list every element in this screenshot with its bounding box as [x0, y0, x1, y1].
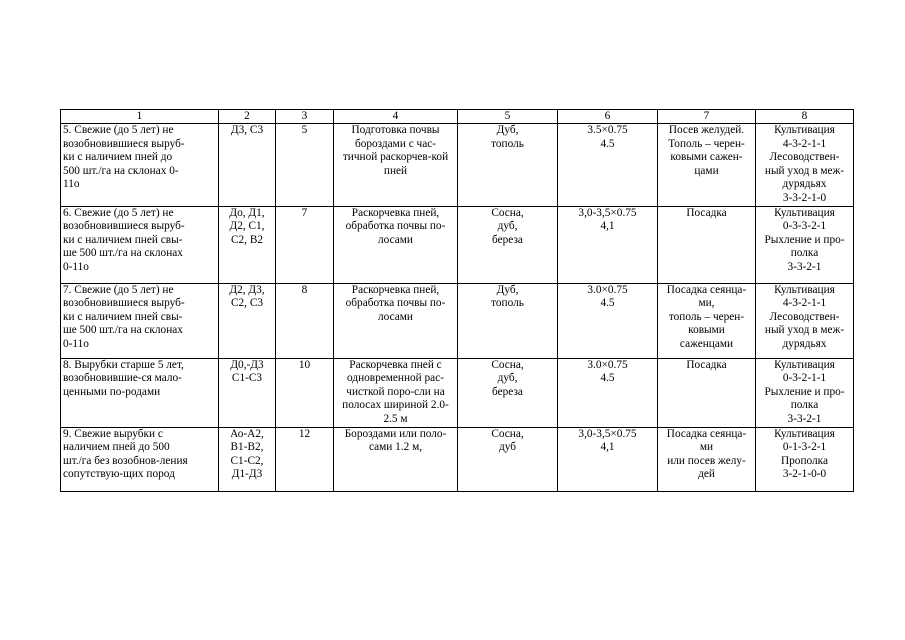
cell-line: Культивация — [774, 427, 835, 440]
cell-line: 9. Свежие вырубки с — [63, 427, 163, 440]
cell-line: дей — [698, 468, 715, 481]
cell-line: 4.5 — [600, 137, 615, 150]
cell-soil-preparation — [334, 283, 458, 358]
cell-line: ше 500 шт./га на склонах — [63, 247, 183, 260]
cell-line: дурядьях — [782, 337, 827, 350]
cell-placement-scheme — [558, 358, 658, 427]
cell-line: 5. Свежие (до 5 лет) не — [63, 124, 174, 136]
cell-line: ми — [699, 441, 714, 454]
cell-line: Д1-Д3 — [231, 468, 263, 481]
cell-line: 3-3-2-1-0 — [782, 191, 827, 204]
cell-line: возобновившиеся выруб- — [63, 297, 185, 310]
cell-line: Бороздами или поло- — [344, 427, 447, 440]
cell-line: полка — [790, 399, 819, 412]
cell-placement-scheme — [558, 124, 658, 207]
cell-line: пней — [383, 164, 408, 177]
cell-line: ный уход в меж- — [764, 324, 845, 337]
cell-placement-scheme — [558, 427, 658, 491]
cell-line: Культивация — [774, 124, 835, 136]
cell-line: Посадка сеянца- — [666, 427, 747, 440]
cell-line: обработка почвы по- — [345, 297, 446, 310]
table-row — [61, 358, 854, 427]
cell-placement-scheme — [558, 206, 658, 283]
cell-line: ценными по-родами — [63, 385, 161, 398]
cell-line: Д3, С3 — [230, 124, 264, 136]
cell-line: 5 — [301, 124, 308, 136]
cell-line: Рыхление и про- — [764, 385, 845, 398]
cell-line: Дуб, — [496, 124, 519, 136]
cell-soil-preparation — [334, 206, 458, 283]
cell-forest-type — [219, 124, 276, 207]
cell-line: дурядьях — [782, 178, 827, 191]
cell-line: сами 1.2 м, — [368, 441, 423, 454]
cell-line: 3,0-3,5×0.75 — [578, 206, 637, 219]
cell-soil-preparation — [334, 124, 458, 207]
cell-planting-method — [658, 283, 756, 358]
cell-line: Культивация — [774, 206, 835, 219]
cell-line: 2.5 м — [383, 412, 408, 425]
cell-line: наличием пней до 500 — [63, 441, 170, 454]
cell-line: С2, С3 — [230, 297, 263, 310]
cell-section-type — [61, 427, 219, 491]
cell-soil-preparation — [334, 427, 458, 491]
cell-line: С1-С3 — [231, 372, 263, 385]
cell-species — [458, 283, 558, 358]
cell-forest-type — [219, 427, 276, 491]
cell-line: 11о — [63, 178, 80, 191]
cell-line: Подготовка почвы — [351, 124, 440, 136]
table-body — [61, 110, 854, 492]
cell-line: Посадка — [686, 206, 727, 219]
cell-line: Д0,-Д3 — [230, 358, 264, 371]
cell-line: Посадка сеянца- — [666, 283, 747, 296]
cell-line: возобновившиеся выруб- — [63, 220, 185, 233]
cell-line: полка — [790, 247, 819, 260]
cell-line: 3.0×0.75 — [587, 358, 628, 371]
cell-line: возобновившие-ся мало- — [63, 372, 182, 385]
cell-species — [458, 206, 558, 283]
table-row — [61, 206, 854, 283]
cell-planting-method — [658, 427, 756, 491]
cell-line: 4-3-2-1-1 — [782, 297, 827, 310]
header-cell-7: 7 — [658, 110, 756, 124]
cell-line: Дуб, — [496, 283, 519, 296]
cell-line: саженцами — [679, 337, 734, 350]
cell-line: 6. Свежие (до 5 лет) не — [63, 206, 174, 219]
cell-line: тополь – черен- — [668, 310, 745, 323]
cell-number — [276, 358, 334, 427]
cell-line: Посадка — [686, 358, 727, 371]
cell-number — [276, 427, 334, 491]
cell-care — [756, 283, 854, 358]
cell-line: чисткой поро-сли на — [346, 385, 445, 398]
cell-line: тичной раскорчев-кой — [342, 151, 449, 164]
cell-line: шт./га без возобнов-ления — [63, 454, 188, 467]
cell-section-type — [61, 358, 219, 427]
cell-line: 12 — [298, 427, 311, 440]
cell-forest-type — [219, 206, 276, 283]
cell-care — [756, 206, 854, 283]
cell-line: или посев желу- — [667, 454, 746, 467]
table-row — [61, 427, 854, 491]
cell-line: Сосна, — [491, 206, 524, 219]
cell-line: В1-В2, — [230, 441, 264, 454]
cell-line: 3.0×0.75 — [587, 283, 628, 296]
table-row — [61, 124, 854, 207]
cell-species — [458, 358, 558, 427]
cell-line: береза — [492, 385, 523, 398]
cell-soil-preparation — [334, 358, 458, 427]
cell-line: 3-3-2-1 — [787, 260, 822, 273]
cell-line: 0-3-3-2-1 — [782, 220, 827, 233]
cell-line: ки с наличием пней свы- — [63, 233, 183, 246]
cell-line: Лесоводствен- — [769, 151, 840, 164]
cell-line: 0-3-2-1-1 — [782, 372, 827, 385]
forestry-table — [60, 109, 854, 492]
cell-planting-method — [658, 206, 756, 283]
cell-line: Посев желудей. — [668, 124, 745, 136]
cell-line: 0-11о — [63, 260, 89, 273]
cell-planting-method — [658, 124, 756, 207]
cell-line: 0-11о — [63, 337, 89, 350]
cell-number — [276, 206, 334, 283]
cell-line: 4.5 — [600, 297, 615, 310]
cell-line: До, Д1, — [229, 206, 265, 219]
cell-line: ный уход в меж- — [764, 164, 845, 177]
cell-number — [276, 283, 334, 358]
cell-line: тополь — [491, 297, 524, 310]
header-cell-3: 3 — [276, 110, 334, 124]
cell-line: Культивация — [774, 358, 835, 371]
cell-line: 3-2-1-0-0 — [782, 468, 827, 481]
cell-line: 0-1-3-2-1 — [782, 441, 827, 454]
cell-line: полосах шириной 2.0- — [342, 399, 449, 412]
cell-line: 500 шт./га на склонах 0- — [63, 164, 179, 177]
cell-line: ше 500 шт./га на склонах — [63, 324, 183, 337]
cell-line: Сосна, — [491, 427, 524, 440]
cell-line: 8. Вырубки старше 5 лет, — [63, 358, 184, 371]
cell-species — [458, 124, 558, 207]
cell-number — [276, 124, 334, 207]
header-cell-4: 4 — [334, 110, 458, 124]
cell-section-type — [61, 206, 219, 283]
cell-care — [756, 358, 854, 427]
cell-line: Сосна, — [491, 358, 524, 371]
cell-line: 4,1 — [600, 220, 615, 233]
cell-line: 3-3-2-1 — [787, 412, 822, 425]
cell-line: ми, — [698, 297, 715, 310]
cell-line: сопутствую-щих пород — [63, 468, 175, 481]
header-cell-8: 8 — [756, 110, 854, 124]
cell-line: одновременной рас- — [347, 372, 444, 385]
cell-line: цами — [694, 164, 719, 177]
cell-species — [458, 427, 558, 491]
cell-line: дуб, — [497, 220, 518, 233]
cell-line: Тополь – черен- — [668, 137, 745, 150]
cell-section-type — [61, 124, 219, 207]
cell-line: 4,1 — [600, 441, 615, 454]
cell-line: Д2, Д3, — [229, 283, 265, 296]
cell-line: С2, В2 — [230, 233, 263, 246]
cell-line: С1-С2, — [230, 454, 264, 467]
header-row — [61, 110, 854, 124]
cell-line: ки с наличием пней свы- — [63, 310, 183, 323]
cell-line: Ао-А2, — [230, 427, 264, 440]
cell-line: ковыми сажен- — [670, 151, 743, 164]
cell-line: 7 — [301, 206, 308, 219]
cell-line: Д2, С1, — [229, 220, 265, 233]
header-cell-1: 1 — [61, 110, 219, 124]
cell-line: 4.5 — [600, 372, 615, 385]
header-cell-2: 2 — [219, 110, 276, 124]
cell-line: Раскорчевка пней с — [349, 358, 442, 371]
cell-line: Рыхление и про- — [764, 233, 845, 246]
cell-line: дуб — [499, 441, 516, 454]
cell-line: 8 — [301, 283, 308, 296]
cell-line: тополь — [491, 137, 524, 150]
cell-line: дуб, — [497, 372, 518, 385]
cell-line: бороздами с час- — [354, 137, 437, 150]
cell-line: Прополка — [781, 454, 828, 467]
cell-forest-type — [219, 358, 276, 427]
cell-line: лосами — [378, 233, 413, 246]
cell-line: 10 — [298, 358, 311, 371]
cell-line: 3,0-3,5×0.75 — [578, 427, 637, 440]
cell-line: возобновившиеся выруб- — [63, 137, 185, 150]
header-cell-6: 6 — [558, 110, 658, 124]
cell-line: ки с наличием пней до — [63, 151, 173, 164]
table-row — [61, 283, 854, 358]
cell-placement-scheme — [558, 283, 658, 358]
cell-care — [756, 124, 854, 207]
cell-section-type — [61, 283, 219, 358]
cell-line: Раскорчевка пней, — [351, 283, 440, 296]
cell-line: 3.5×0.75 — [587, 124, 628, 136]
cell-line: 7. Свежие (до 5 лет) не — [63, 283, 174, 296]
cell-line: обработка почвы по- — [345, 220, 446, 233]
cell-forest-type — [219, 283, 276, 358]
cell-line: Раскорчевка пней, — [351, 206, 440, 219]
cell-line: 4-3-2-1-1 — [782, 137, 827, 150]
cell-line: Культивация — [774, 283, 835, 296]
cell-care — [756, 427, 854, 491]
cell-line: Лесоводствен- — [769, 310, 840, 323]
cell-line: лосами — [378, 310, 413, 323]
cell-line: ковыми — [688, 324, 725, 337]
cell-planting-method — [658, 358, 756, 427]
header-cell-5: 5 — [458, 110, 558, 124]
cell-line: береза — [492, 233, 523, 246]
